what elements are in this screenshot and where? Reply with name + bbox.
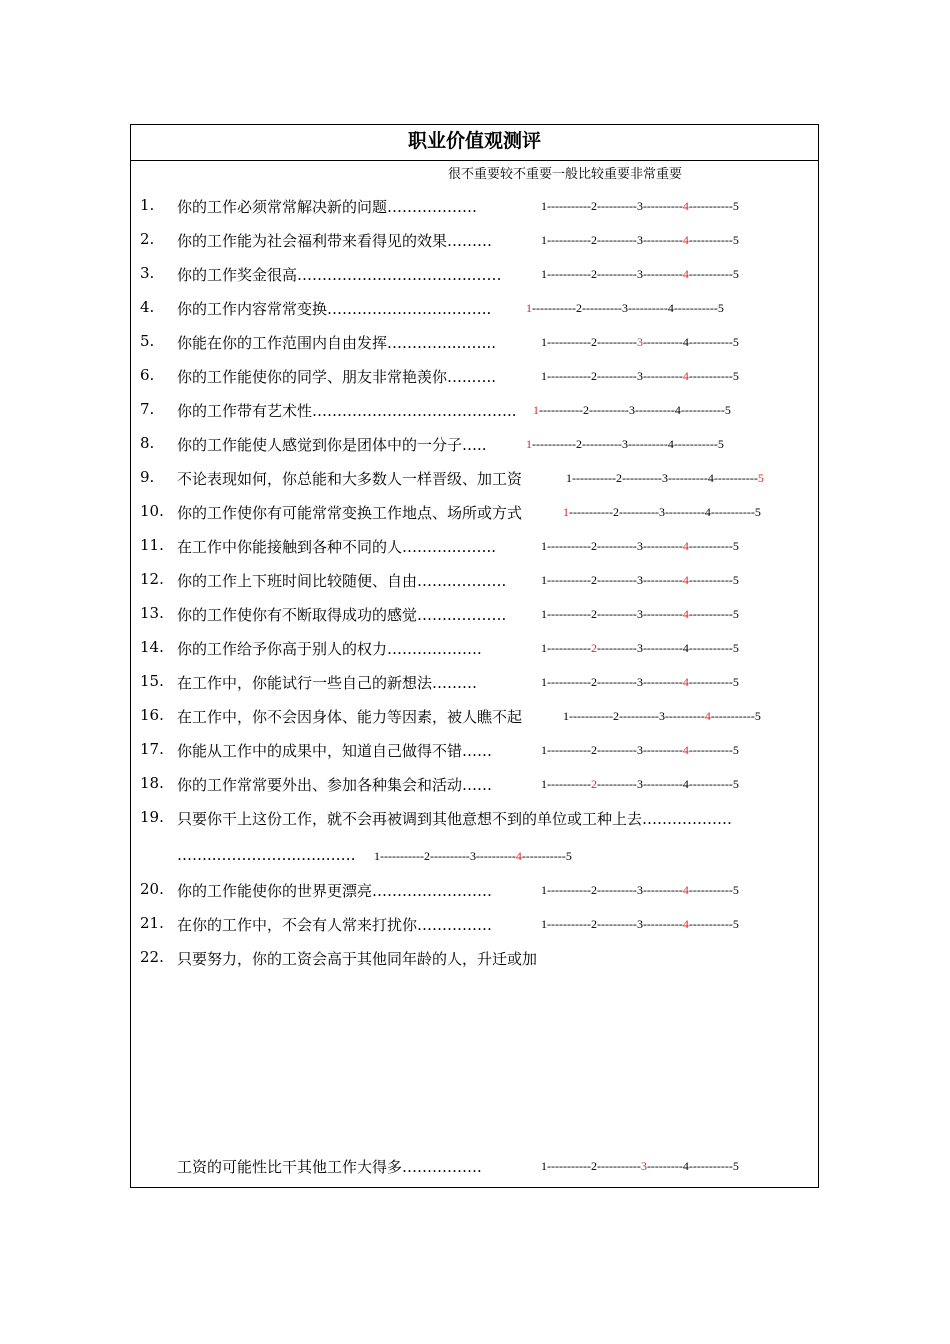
rating-separator: ----------- [688, 267, 733, 281]
question-text: 只要你干上这份工作，就不会再被调到其他意想不到的单位或工种上去……………… [177, 810, 733, 828]
rating-option[interactable]: 3 [636, 777, 643, 791]
rating-separator: ----------- [547, 369, 591, 383]
rating-option[interactable]: 3 [621, 437, 628, 451]
rating-option[interactable]: 2 [575, 301, 582, 315]
rating-option[interactable]: 4 [682, 1159, 689, 1173]
rating-option[interactable]: 5 [732, 573, 739, 587]
question-text: 你的工作能使你的世界更漂亮…………………… [177, 882, 493, 900]
rating-option[interactable]: 2 [582, 403, 589, 417]
rating-option[interactable]: 1 [541, 267, 547, 281]
question-text: 在你的工作中，不会有人常来打扰你…………… [177, 916, 493, 934]
rating-separator: ---------- [642, 777, 683, 791]
rating-scale [526, 301, 724, 316]
rating-option[interactable]: 3 [636, 199, 643, 213]
rating-option[interactable]: 5 [732, 199, 739, 213]
rating-scale [563, 709, 761, 724]
question-text: 不论表现如何，你总能和大多数人一样晋级、加工资 [177, 470, 523, 488]
rating-separator: ---------- [596, 675, 637, 689]
rating-option[interactable]: 5 [732, 641, 739, 655]
rating-option[interactable]: 1 [541, 607, 547, 621]
rating-scale [541, 233, 739, 248]
rating-separator: ---------- [642, 743, 683, 757]
rating-scale [541, 777, 739, 792]
rating-separator: ---------- [642, 199, 683, 213]
rating-separator: ---------- [642, 607, 683, 621]
rating-separator: ---------- [588, 403, 629, 417]
rating-separator: ----------- [547, 743, 591, 757]
rating-option[interactable]: 2 [590, 369, 597, 383]
question-text: 你的工作能使人感觉到你是团体中的一分子….. [177, 436, 487, 454]
rating-separator: ---------- [581, 437, 622, 451]
question-number: 14. [140, 638, 164, 656]
rating-separator: ----------- [688, 883, 733, 897]
rating-option[interactable]: 2 [590, 267, 597, 281]
rating-option[interactable]: 3 [661, 471, 668, 485]
rating-separator: ---------- [596, 267, 637, 281]
rating-option[interactable]: 2 [615, 471, 622, 485]
question-text: 你的工作能为社会福利带来看得见的效果……… [177, 232, 493, 250]
rating-separator: ----------- [547, 267, 591, 281]
rating-option[interactable]: 2 [575, 437, 582, 451]
rating-option[interactable]: 1 [541, 539, 547, 553]
rating-separator: ----------- [547, 641, 591, 655]
question-text: 你的工作能使你的同学、朋友非常艳羡你…..….. [177, 368, 497, 386]
rating-option[interactable]: 2 [612, 709, 619, 723]
rating-separator: ----------- [688, 573, 733, 587]
question-row [0, 948, 950, 972]
rating-separator: ---------- [581, 301, 622, 315]
rating-option[interactable]: 5 [732, 335, 739, 349]
rating-option[interactable]: 5 [732, 233, 739, 247]
rating-option[interactable]: 3 [636, 883, 643, 897]
rating-separator: ----------- [673, 301, 718, 315]
rating-option[interactable]: 5 [757, 471, 764, 485]
rating-option[interactable]: 1 [541, 335, 547, 349]
rating-option[interactable]: 3 [636, 573, 643, 587]
rating-option[interactable]: 2 [590, 233, 597, 247]
rating-option[interactable]: 3 [636, 675, 643, 689]
rating-separator: ----------- [596, 1159, 641, 1173]
rating-separator: ----------- [547, 233, 591, 247]
rating-separator: ----------- [547, 883, 591, 897]
rating-option[interactable]: 3 [628, 403, 635, 417]
question-text: 在工作中你能接触到各种不同的人………..…….. [177, 538, 497, 556]
rating-separator: ----------- [547, 539, 591, 553]
rating-option[interactable]: 1 [541, 883, 547, 897]
rating-scale [541, 743, 739, 758]
question-row [0, 264, 950, 288]
rating-separator: ----------- [547, 1159, 591, 1173]
question-number: 9. [140, 468, 155, 486]
rating-option[interactable]: 4 [682, 883, 689, 897]
question-number: 16. [140, 706, 164, 724]
rating-option[interactable]: 5 [732, 539, 739, 553]
question-text: 只要努力，你的工资会高于其他同年龄的人，升迁或加 [177, 950, 538, 968]
rating-separator: ----------- [569, 709, 613, 723]
rating-separator: ----------- [547, 917, 591, 931]
rating-separator: ---------- [596, 369, 637, 383]
rating-option[interactable]: 5 [754, 709, 761, 723]
rating-option[interactable]: 3 [636, 641, 643, 655]
rating-option[interactable]: 3 [469, 849, 476, 863]
question-text: 你的工作常常要外出、参加各种集会和活动…… [177, 776, 493, 794]
rating-option[interactable]: 1 [541, 743, 547, 757]
rating-scale [563, 505, 761, 520]
rating-option[interactable]: 4 [682, 641, 689, 655]
rating-option[interactable]: 2 [590, 675, 597, 689]
rating-option[interactable]: 4 [682, 917, 689, 931]
rating-separator: ---------- [642, 917, 683, 931]
rating-option[interactable]: 3 [621, 301, 628, 315]
rating-separator: ---------- [642, 675, 683, 689]
question-number: 1. [140, 196, 155, 214]
rating-separator: ----------- [710, 505, 755, 519]
rating-separator: ---------- [621, 471, 662, 485]
rating-option[interactable]: 1 [541, 917, 547, 931]
rating-option[interactable]: 5 [732, 607, 739, 621]
rating-separator: ----------- [710, 709, 755, 723]
question-row [0, 914, 950, 938]
question-row [0, 230, 950, 254]
rating-option[interactable]: 4 [667, 301, 674, 315]
question-number: 12. [140, 570, 164, 588]
rating-option[interactable]: 4 [667, 437, 674, 451]
question-row [0, 502, 950, 526]
rating-option[interactable]: 1 [541, 369, 547, 383]
rating-scale [533, 403, 731, 418]
rating-option[interactable]: 1 [563, 709, 569, 723]
rating-option[interactable]: 4 [674, 403, 681, 417]
rating-separator: ---------- [596, 777, 637, 791]
rating-separator: ----------- [688, 539, 733, 553]
rating-separator: ----------- [688, 335, 733, 349]
rating-separator: ---------- [475, 849, 516, 863]
rating-option[interactable]: 2 [612, 505, 619, 519]
rating-option[interactable]: 4 [515, 849, 522, 863]
rating-option[interactable]: 5 [732, 883, 739, 897]
question-row [0, 332, 950, 356]
question-number: 5. [140, 332, 155, 350]
question-text: ……..……………..…..…… [177, 846, 356, 864]
question-row [0, 604, 950, 628]
rating-separator: ----------- [572, 471, 616, 485]
question-row [0, 774, 950, 798]
rating-option[interactable]: 4 [682, 607, 689, 621]
rating-separator: ----------- [547, 199, 591, 213]
rating-option[interactable]: 5 [754, 505, 761, 519]
rating-scale [541, 883, 739, 898]
rating-separator: ---------- [596, 233, 637, 247]
question-number: 8. [140, 434, 155, 452]
rating-option[interactable]: 4 [707, 471, 714, 485]
question-text: 你的工作带有艺术性………………………………….. [177, 402, 517, 420]
rating-separator: ---------- [627, 437, 668, 451]
rating-separator: ---------- [618, 709, 659, 723]
rating-option[interactable]: 3 [636, 233, 643, 247]
scale-legend: 很不重要较不重要一般比较重要非常重要 [448, 167, 683, 182]
question-number: 6. [140, 366, 155, 384]
rating-option[interactable]: 2 [590, 607, 597, 621]
rating-option[interactable]: 4 [682, 743, 689, 757]
rating-separator: ---------- [664, 505, 705, 519]
rating-separator: --------- [646, 1159, 683, 1173]
rating-separator: ---------- [642, 539, 683, 553]
rating-option[interactable]: 4 [682, 335, 689, 349]
question-row [0, 400, 950, 424]
rating-scale [374, 849, 572, 864]
question-number: 3. [140, 264, 155, 282]
rating-scale [541, 267, 739, 282]
rating-scale [541, 199, 739, 214]
rating-option[interactable]: 1 [566, 471, 572, 485]
rating-separator: ----------- [688, 641, 733, 655]
rating-separator: ---------- [642, 233, 683, 247]
rating-separator: ---------- [627, 301, 668, 315]
question-text: 你的工作必须常常解决新的问题……………… [177, 198, 478, 216]
rating-separator: ---------- [642, 369, 683, 383]
question-row [0, 880, 950, 904]
question-text: 你能在你的工作范围内自由发挥…………..…….. [177, 334, 497, 352]
rating-option[interactable]: 3 [636, 539, 643, 553]
question-number: 20. [140, 880, 164, 898]
rating-option[interactable]: 4 [682, 777, 689, 791]
question-text: 你能从工作中的成果中，知道自己做得不错…… [177, 742, 493, 760]
rating-option[interactable]: 4 [682, 369, 689, 383]
rating-separator: ----------- [713, 471, 758, 485]
question-row [0, 468, 950, 492]
question-number: 11. [140, 536, 164, 554]
rating-option[interactable]: 3 [636, 335, 643, 349]
rating-option[interactable]: 2 [590, 199, 597, 213]
question-row [0, 196, 950, 220]
rating-option[interactable]: 4 [682, 573, 689, 587]
question-number: 21. [140, 914, 164, 932]
rating-option[interactable]: 1 [541, 199, 547, 213]
rating-scale [541, 369, 739, 384]
question-text: 你的工作给予你高于别人的权力………………. [177, 640, 482, 658]
rating-separator: ---------- [642, 641, 683, 655]
rating-option[interactable]: 3 [636, 267, 643, 281]
rating-option[interactable]: 4 [682, 267, 689, 281]
rating-option[interactable]: 1 [541, 675, 547, 689]
rating-separator: ---------- [642, 573, 683, 587]
rating-option[interactable]: 1 [526, 437, 532, 451]
rating-option[interactable]: 2 [590, 883, 597, 897]
rating-separator: ----------- [547, 335, 591, 349]
question-row [0, 570, 950, 594]
rating-option[interactable]: 4 [682, 539, 689, 553]
question-row [0, 536, 950, 560]
rating-separator: ---------- [596, 539, 637, 553]
rating-option[interactable]: 2 [423, 849, 430, 863]
rating-scale [541, 675, 739, 690]
rating-option[interactable]: 1 [374, 849, 380, 863]
rating-option[interactable]: 2 [590, 335, 597, 349]
rating-option[interactable]: 1 [526, 301, 532, 315]
rating-separator: ---------- [596, 743, 637, 757]
rating-option[interactable]: 5 [565, 849, 572, 863]
question-row [0, 434, 950, 458]
rating-option[interactable]: 3 [636, 607, 643, 621]
rating-option[interactable]: 3 [658, 505, 665, 519]
rating-separator: ----------- [688, 1159, 733, 1173]
rating-option[interactable]: 5 [717, 301, 724, 315]
rating-separator: ---------- [596, 883, 637, 897]
rating-scale [541, 573, 739, 588]
rating-separator: ---------- [642, 267, 683, 281]
rating-option[interactable]: 1 [563, 505, 569, 519]
rating-separator: ----------- [532, 437, 576, 451]
rating-option[interactable]: 3 [636, 917, 643, 931]
question-text: 你的工作使你有可能常常变换工作地点、场所或方式 [177, 504, 523, 522]
rating-option[interactable]: 2 [590, 1159, 597, 1173]
page-title: 职业价值观测评 [131, 125, 818, 161]
rating-option[interactable]: 1 [541, 1159, 547, 1173]
question-text: 你的工作内容常常变换…………………….…….. [177, 300, 492, 318]
rating-option[interactable]: 1 [541, 641, 547, 655]
question-number: 10. [140, 502, 164, 520]
question-row [0, 672, 950, 696]
rating-option[interactable]: 5 [732, 369, 739, 383]
rating-separator: ----------- [532, 301, 576, 315]
question-number: 22. [140, 948, 164, 966]
rating-separator: ----------- [680, 403, 725, 417]
rating-option[interactable]: 2 [590, 539, 597, 553]
rating-scale [541, 641, 739, 656]
rating-option[interactable]: 5 [732, 1159, 739, 1173]
question-text: 你的工作使你有不断取得成功的感觉……..………. [177, 606, 507, 624]
rating-option[interactable]: 5 [732, 267, 739, 281]
rating-separator: ---------- [642, 883, 683, 897]
rating-separator: ---------- [664, 709, 705, 723]
rating-option[interactable]: 5 [732, 743, 739, 757]
rating-option[interactable]: 3 [658, 709, 665, 723]
rating-separator: ----------- [521, 849, 566, 863]
rating-separator: ----------- [688, 199, 733, 213]
question-row [0, 298, 950, 322]
question-row [0, 706, 950, 730]
rating-separator: ---------- [596, 917, 637, 931]
rating-scale [541, 1159, 739, 1174]
rating-option[interactable]: 1 [541, 777, 547, 791]
rating-option[interactable]: 4 [704, 709, 711, 723]
question-text: 在工作中，你不会因身体、能力等因素，被人瞧不起 [177, 708, 523, 726]
rating-option[interactable]: 3 [636, 369, 643, 383]
rating-option[interactable]: 4 [704, 505, 711, 519]
rating-separator: ----------- [547, 777, 591, 791]
rating-option[interactable]: 4 [682, 199, 689, 213]
rating-separator: ----------- [569, 505, 613, 519]
rating-separator: ----------- [380, 849, 424, 863]
rating-scale [566, 471, 764, 486]
question-row [0, 366, 950, 390]
rating-separator: ---------- [596, 573, 637, 587]
rating-option[interactable]: 5 [724, 403, 731, 417]
rating-separator: ---------- [667, 471, 708, 485]
rating-option[interactable]: 5 [732, 777, 739, 791]
rating-separator: ---------- [634, 403, 675, 417]
question-number: 7. [140, 400, 155, 418]
rating-option[interactable]: 5 [732, 917, 739, 931]
rating-option[interactable]: 3 [640, 1159, 647, 1173]
rating-separator: ---------- [618, 505, 659, 519]
rating-separator: ----------- [547, 607, 591, 621]
rating-separator: ----------- [673, 437, 718, 451]
rating-separator: ----------- [688, 233, 733, 247]
rating-option[interactable]: 3 [636, 743, 643, 757]
question-number: 2. [140, 230, 155, 248]
rating-separator: ----------- [688, 369, 733, 383]
rating-separator: ----------- [688, 777, 733, 791]
rating-separator: ---------- [596, 199, 637, 213]
rating-separator: ----------- [547, 573, 591, 587]
rating-separator: ---------- [429, 849, 470, 863]
question-number: 13. [140, 604, 164, 622]
rating-option[interactable]: 2 [590, 743, 597, 757]
rating-scale [541, 607, 739, 622]
rating-option[interactable]: 2 [590, 917, 597, 931]
rating-separator: ----------- [688, 675, 733, 689]
question-number: 4. [140, 298, 155, 316]
question-text: 在工作中，你能试行一些自己的新想法……… [177, 674, 478, 692]
question-number: 15. [140, 672, 164, 690]
rating-option[interactable]: 2 [590, 573, 597, 587]
rating-scale [541, 917, 739, 932]
rating-separator: ---------- [596, 607, 637, 621]
question-number: 18. [140, 774, 164, 792]
rating-option[interactable]: 1 [541, 233, 547, 247]
question-row [0, 808, 950, 832]
rating-separator: ---------- [596, 335, 637, 349]
rating-separator: ----------- [547, 675, 591, 689]
rating-option[interactable]: 2 [590, 777, 597, 791]
rating-option[interactable]: 4 [682, 233, 689, 247]
rating-option[interactable]: 1 [533, 403, 539, 417]
rating-option[interactable]: 5 [732, 675, 739, 689]
rating-option[interactable]: 4 [682, 675, 689, 689]
rating-separator: ---------- [642, 335, 683, 349]
rating-option[interactable]: 1 [541, 573, 547, 587]
question-text: 你的工作上下班时间比较随便、自由……..………. [177, 572, 507, 590]
rating-separator: ----------- [688, 743, 733, 757]
rating-separator: ----------- [688, 607, 733, 621]
question-number: 19. [140, 808, 164, 826]
rating-separator: ----------- [539, 403, 583, 417]
question-text: 你的工作奖金很高……………………………..…… [177, 266, 502, 284]
question-row [0, 638, 950, 662]
rating-scale [541, 539, 739, 554]
rating-scale [526, 437, 724, 452]
question-row [0, 846, 950, 870]
rating-option[interactable]: 5 [717, 437, 724, 451]
rating-separator: ----------- [688, 917, 733, 931]
rating-option[interactable]: 2 [590, 641, 597, 655]
rating-separator: ---------- [596, 641, 637, 655]
question-row [0, 740, 950, 764]
question-row [0, 1156, 950, 1180]
question-text: 工资的可能性比干其他工作大得多……………. [177, 1158, 482, 1176]
rating-scale [541, 335, 739, 350]
question-number: 17. [140, 740, 164, 758]
